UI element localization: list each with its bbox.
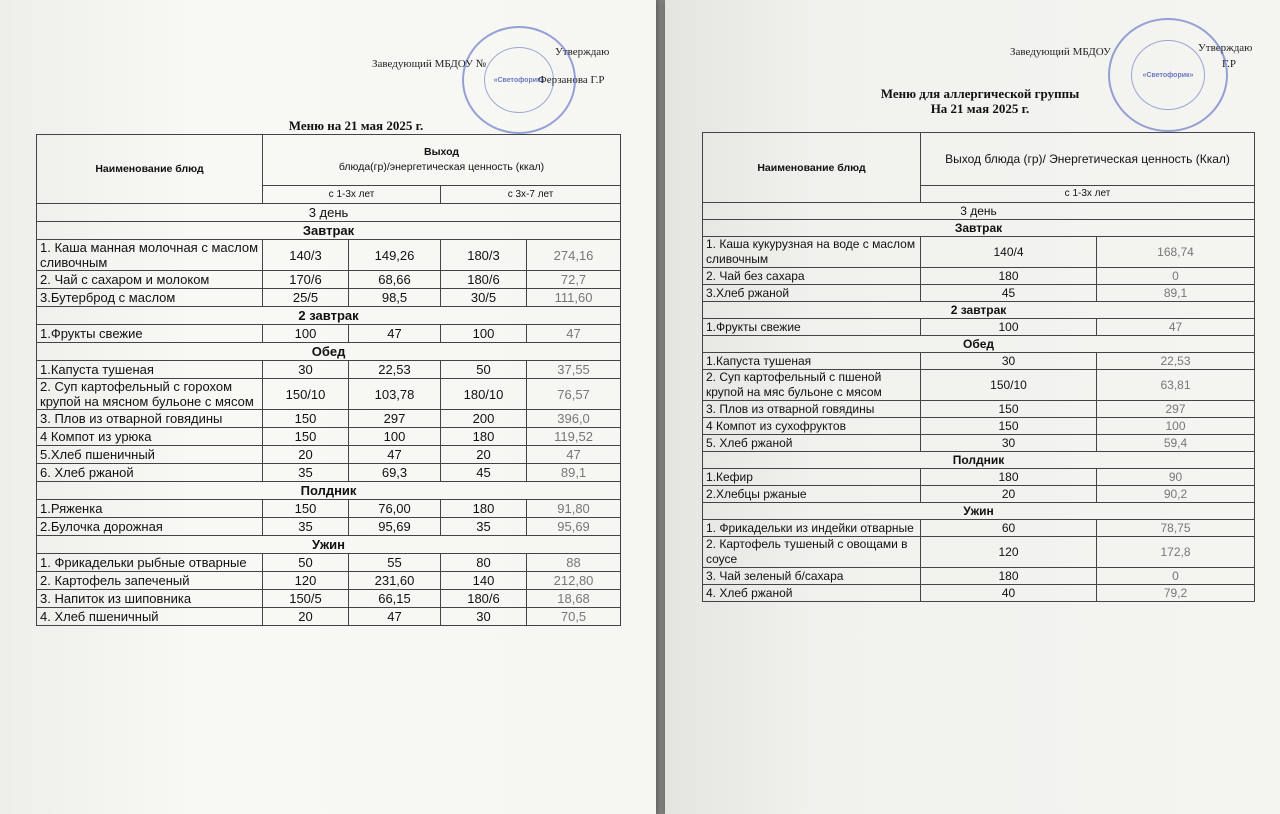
right-weight-1-3: 100 xyxy=(921,319,1097,336)
right-energy-1-3: 90 xyxy=(1097,469,1255,486)
left-approval-name: Ферзанова Г.Р xyxy=(538,74,605,86)
left-energy-1-3: 149,26 xyxy=(349,240,441,271)
left-menu-row xyxy=(37,410,621,428)
right-approval-name: Г.Р xyxy=(1222,58,1236,70)
left-menu-table xyxy=(36,134,621,626)
left-weight-1-3: 150 xyxy=(263,410,349,428)
right-energy-1-3: 59,4 xyxy=(1097,435,1255,452)
right-energy-1-3: 22,53 xyxy=(1097,353,1255,370)
right-menu-table xyxy=(702,132,1255,602)
left-menu-row xyxy=(37,271,621,289)
left-dish-name: 2. Чай с сахаром и молоком xyxy=(37,271,263,289)
left-approval-word: Утверждаю xyxy=(555,46,610,58)
left-weight-1-3: 35 xyxy=(263,518,349,536)
right-menu-title-line2: На 21 мая 2025 г. xyxy=(930,101,1030,116)
left-weight-1-3: 150 xyxy=(263,500,349,518)
right-energy-1-3: 78,75 xyxy=(1097,520,1255,537)
left-weight-1-3: 140/3 xyxy=(263,240,349,271)
left-weight-1-3: 170/6 xyxy=(263,271,349,289)
right-energy-1-3: 63,81 xyxy=(1097,370,1255,401)
left-energy-3-7: 396,0 xyxy=(527,410,621,428)
left-menu-row xyxy=(37,464,621,482)
left-approval-title: Заведующий МБДОУ № xyxy=(372,58,487,70)
left-dish-name: 3. Плов из отварной говядины xyxy=(37,410,263,428)
left-header-output xyxy=(263,135,621,186)
left-menu-row xyxy=(37,379,621,410)
right-weight-1-3: 180 xyxy=(921,469,1097,486)
left-menu-row xyxy=(37,572,621,590)
left-weight-3-7: 200 xyxy=(441,410,527,428)
left-dish-name: 1.Капуста тушеная xyxy=(37,361,263,379)
left-section-title: Ужин xyxy=(37,536,621,554)
left-dish-name: 5.Хлеб пшеничный xyxy=(37,446,263,464)
right-header-output: Выход блюда (гр)/ Энергетическая ценность (Ккал) xyxy=(921,133,1255,186)
right-energy-1-3: 168,74 xyxy=(1097,237,1255,268)
right-menu-row xyxy=(703,353,1255,370)
right-dish-name: 1. Каша кукурузная на воде с маслом сливочным xyxy=(703,237,921,268)
right-weight-1-3: 20 xyxy=(921,486,1097,503)
left-dish-name: 6. Хлеб ржаной xyxy=(37,464,263,482)
right-approval-title: Заведующий МБДОУ xyxy=(1010,46,1111,58)
right-menu-row xyxy=(703,585,1255,602)
left-weight-1-3: 100 xyxy=(263,325,349,343)
right-dish-name: 1.Фрукты свежие xyxy=(703,319,921,336)
left-energy-3-7: 95,69 xyxy=(527,518,621,536)
left-energy-3-7: 76,57 xyxy=(527,379,621,410)
left-energy-1-3: 103,78 xyxy=(349,379,441,410)
left-dish-name: 1. Фрикадельки рыбные отварные xyxy=(37,554,263,572)
left-day-label: 3 день xyxy=(37,204,621,222)
left-energy-3-7: 111,60 xyxy=(527,289,621,307)
left-weight-3-7: 35 xyxy=(441,518,527,536)
right-stamp-text: «Светофорик» xyxy=(1131,40,1205,110)
right-weight-1-3: 150/10 xyxy=(921,370,1097,401)
right-dish-name: 2. Суп картофельный с пшеной крупой на мяс бульоне с мясом xyxy=(703,370,921,401)
left-energy-3-7: 47 xyxy=(527,325,621,343)
left-energy-3-7: 47 xyxy=(527,446,621,464)
left-energy-1-3: 231,60 xyxy=(349,572,441,590)
left-section-title: Полдник xyxy=(37,482,621,500)
left-menu-row xyxy=(37,518,621,536)
left-weight-3-7: 45 xyxy=(441,464,527,482)
left-section-title: 2 завтрак xyxy=(37,307,621,325)
left-weight-1-3: 35 xyxy=(263,464,349,482)
left-energy-3-7: 89,1 xyxy=(527,464,621,482)
right-section-title: Обед xyxy=(703,336,1255,353)
left-energy-3-7: 70,5 xyxy=(527,608,621,626)
left-energy-1-3: 100 xyxy=(349,428,441,446)
left-energy-1-3: 22,53 xyxy=(349,361,441,379)
left-weight-3-7: 50 xyxy=(441,361,527,379)
left-menu-row xyxy=(37,428,621,446)
left-stamp-text: «Светофорик» xyxy=(484,47,554,113)
left-weight-1-3: 20 xyxy=(263,446,349,464)
left-weight-3-7: 100 xyxy=(441,325,527,343)
left-menu-row xyxy=(37,500,621,518)
right-energy-1-3: 79,2 xyxy=(1097,585,1255,602)
left-weight-3-7: 30 xyxy=(441,608,527,626)
left-weight-3-7: 140 xyxy=(441,572,527,590)
left-menu-title: Меню на 21 мая 2025 г. xyxy=(288,118,424,133)
right-menu-row xyxy=(703,401,1255,418)
right-weight-1-3: 45 xyxy=(921,285,1097,302)
left-energy-1-3: 55 xyxy=(349,554,441,572)
left-weight-3-7: 180/6 xyxy=(441,590,527,608)
right-weight-1-3: 30 xyxy=(921,435,1097,452)
left-energy-1-3: 69,3 xyxy=(349,464,441,482)
right-energy-1-3: 47 xyxy=(1097,319,1255,336)
left-weight-3-7: 80 xyxy=(441,554,527,572)
left-weight-1-3: 150/5 xyxy=(263,590,349,608)
right-weight-1-3: 60 xyxy=(921,520,1097,537)
left-energy-1-3: 66,15 xyxy=(349,590,441,608)
left-weight-1-3: 150 xyxy=(263,428,349,446)
right-energy-1-3: 297 xyxy=(1097,401,1255,418)
left-energy-3-7: 119,52 xyxy=(527,428,621,446)
right-official-stamp xyxy=(1108,18,1228,132)
left-energy-1-3: 95,69 xyxy=(349,518,441,536)
left-energy-3-7: 18,68 xyxy=(527,590,621,608)
left-weight-3-7: 180 xyxy=(441,428,527,446)
left-dish-name: 1.Фрукты свежие xyxy=(37,325,263,343)
left-weight-3-7: 180/3 xyxy=(441,240,527,271)
left-weight-1-3: 30 xyxy=(263,361,349,379)
right-energy-1-3: 100 xyxy=(1097,418,1255,435)
left-energy-3-7: 91,80 xyxy=(527,500,621,518)
right-dish-name: 4 Компот из сухофруктов xyxy=(703,418,921,435)
right-menu-row xyxy=(703,469,1255,486)
right-section-title: Полдник xyxy=(703,452,1255,469)
left-dish-name: 2. Суп картофельный с горохом крупой на мясном бульоне с мясом xyxy=(37,379,263,410)
left-weight-1-3: 150/10 xyxy=(263,379,349,410)
right-dish-name: 3.Хлеб ржаной xyxy=(703,285,921,302)
right-section-title: Завтрак xyxy=(703,220,1255,237)
right-menu-title-line1: Меню для аллергической группы xyxy=(880,86,1080,101)
right-menu-row xyxy=(703,370,1255,401)
right-menu-row xyxy=(703,285,1255,302)
left-menu-row xyxy=(37,446,621,464)
left-energy-1-3: 68,66 xyxy=(349,271,441,289)
left-header-age-2: с 3х-7 лет xyxy=(441,186,621,204)
left-dish-name: 1. Каша манная молочная с маслом сливочным xyxy=(37,240,263,271)
left-energy-3-7: 212,80 xyxy=(527,572,621,590)
left-section-title: Обед xyxy=(37,343,621,361)
left-weight-1-3: 120 xyxy=(263,572,349,590)
right-dish-name: 1. Фрикадельки из индейки отварные xyxy=(703,520,921,537)
right-dish-name: 3. Плов из отварной говядины xyxy=(703,401,921,418)
left-menu-row xyxy=(37,289,621,307)
right-weight-1-3: 150 xyxy=(921,418,1097,435)
right-dish-name: 3. Чай зеленый б/сахара xyxy=(703,568,921,585)
left-official-stamp xyxy=(462,26,576,134)
left-weight-1-3: 25/5 xyxy=(263,289,349,307)
left-energy-1-3: 297 xyxy=(349,410,441,428)
right-approval-word: Утверждаю xyxy=(1198,42,1253,54)
left-dish-name: 3.Бутерброд с маслом xyxy=(37,289,263,307)
left-menu-row xyxy=(37,608,621,626)
right-dish-name: 2. Чай без сахара xyxy=(703,268,921,285)
right-dish-name: 1.Капуста тушеная xyxy=(703,353,921,370)
right-header-age-1: с 1-3х лет xyxy=(921,186,1255,203)
right-header-name: Наименование блюд xyxy=(703,133,921,203)
right-menu-title xyxy=(860,86,1100,116)
left-energy-3-7: 72,7 xyxy=(527,271,621,289)
right-menu-row xyxy=(703,237,1255,268)
right-menu-row xyxy=(703,418,1255,435)
left-dish-name: 2. Картофель запеченый xyxy=(37,572,263,590)
left-menu-row xyxy=(37,325,621,343)
left-header-name: Наименование блюд xyxy=(37,135,263,204)
left-weight-3-7: 180/10 xyxy=(441,379,527,410)
right-weight-1-3: 180 xyxy=(921,568,1097,585)
left-dish-name: 2.Булочка дорожная xyxy=(37,518,263,536)
left-energy-1-3: 98,5 xyxy=(349,289,441,307)
right-day-label: 3 день xyxy=(703,203,1255,220)
left-energy-1-3: 47 xyxy=(349,608,441,626)
right-menu-row xyxy=(703,486,1255,503)
right-energy-1-3: 0 xyxy=(1097,268,1255,285)
left-energy-3-7: 88 xyxy=(527,554,621,572)
left-menu-row xyxy=(37,240,621,271)
right-dish-name: 4. Хлеб ржаной xyxy=(703,585,921,602)
right-weight-1-3: 150 xyxy=(921,401,1097,418)
right-menu-row xyxy=(703,537,1255,568)
left-menu-row xyxy=(37,590,621,608)
right-dish-name: 2. Картофель тушеный с овощами в соусе xyxy=(703,537,921,568)
left-dish-name: 1.Ряженка xyxy=(37,500,263,518)
left-energy-1-3: 76,00 xyxy=(349,500,441,518)
right-energy-1-3: 0 xyxy=(1097,568,1255,585)
right-menu-row xyxy=(703,568,1255,585)
left-weight-1-3: 50 xyxy=(263,554,349,572)
left-menu-row xyxy=(37,361,621,379)
right-dish-name: 5. Хлеб ржаной xyxy=(703,435,921,452)
left-energy-1-3: 47 xyxy=(349,446,441,464)
left-weight-3-7: 20 xyxy=(441,446,527,464)
right-weight-1-3: 140/4 xyxy=(921,237,1097,268)
right-section-title: Ужин xyxy=(703,503,1255,520)
right-energy-1-3: 172,8 xyxy=(1097,537,1255,568)
left-energy-1-3: 47 xyxy=(349,325,441,343)
left-menu-row xyxy=(37,554,621,572)
left-header-output-line1: Выход xyxy=(423,146,460,158)
left-section-title: Завтрак xyxy=(37,222,621,240)
right-section-title: 2 завтрак xyxy=(703,302,1255,319)
left-header-output-line2: блюда(гр)/энергетическая ценность (ккал) xyxy=(338,161,545,173)
left-dish-name: 3. Напиток из шиповника xyxy=(37,590,263,608)
right-energy-1-3: 89,1 xyxy=(1097,285,1255,302)
right-energy-1-3: 90,2 xyxy=(1097,486,1255,503)
left-weight-3-7: 180/6 xyxy=(441,271,527,289)
left-weight-1-3: 20 xyxy=(263,608,349,626)
left-energy-3-7: 37,55 xyxy=(527,361,621,379)
right-menu-row xyxy=(703,520,1255,537)
left-dish-name: 4. Хлеб пшеничный xyxy=(37,608,263,626)
left-dish-name: 4 Компот из урюка xyxy=(37,428,263,446)
right-dish-name: 1.Кефир xyxy=(703,469,921,486)
left-weight-3-7: 30/5 xyxy=(441,289,527,307)
right-weight-1-3: 40 xyxy=(921,585,1097,602)
left-energy-3-7: 274,16 xyxy=(527,240,621,271)
right-weight-1-3: 180 xyxy=(921,268,1097,285)
right-dish-name: 2.Хлебцы ржаные xyxy=(703,486,921,503)
left-weight-3-7: 180 xyxy=(441,500,527,518)
right-weight-1-3: 120 xyxy=(921,537,1097,568)
right-weight-1-3: 30 xyxy=(921,353,1097,370)
left-header-age-1: с 1-3х лет xyxy=(263,186,441,204)
right-menu-row xyxy=(703,435,1255,452)
right-menu-row xyxy=(703,268,1255,285)
right-menu-row xyxy=(703,319,1255,336)
